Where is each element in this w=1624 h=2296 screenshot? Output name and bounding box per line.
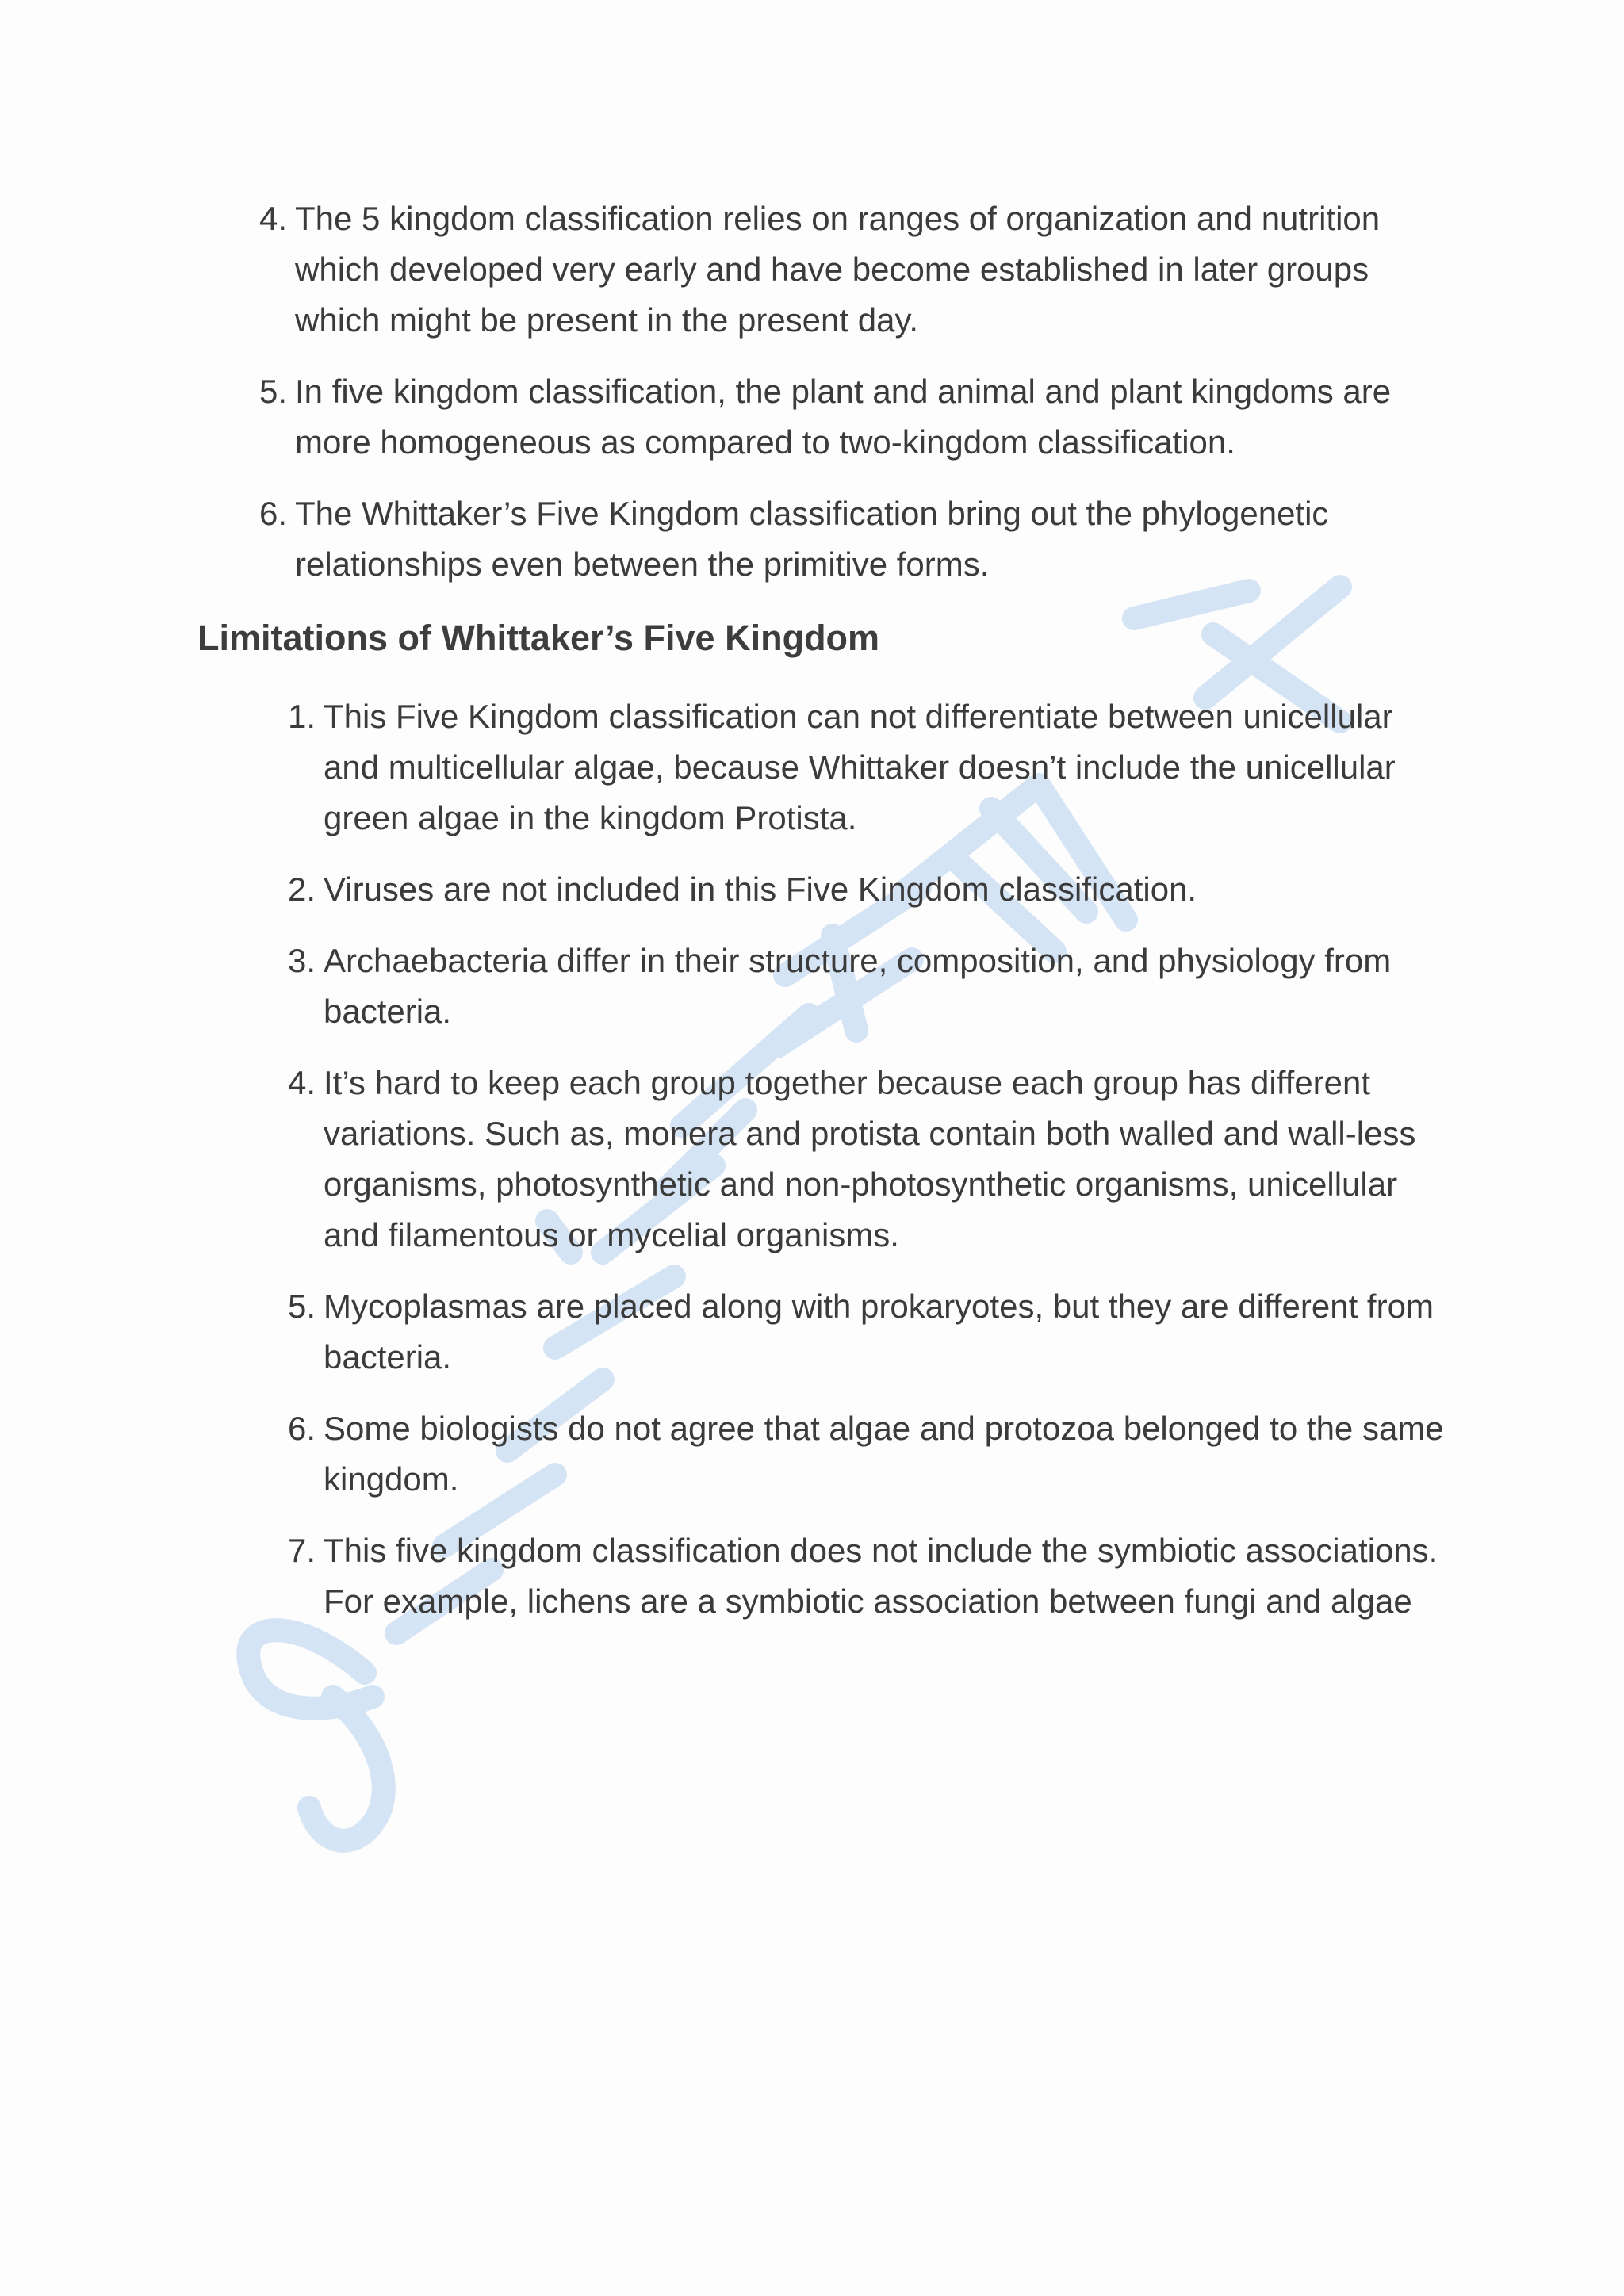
list-item-text: This Five Kingdom classification can not differentiate between unicellular and multicellular algae, because Whittaker doesn’t include the unicellular green algae in the kingdom Protista. — [324, 698, 1396, 836]
list-item-number: 6. — [259, 495, 287, 532]
list-item-text: It’s hard to keep each group together because each group has different variations. Such as, monera and protista contain both walled and wall-less organisms, photosynthetic and non-photosynthetic organisms, unicellular and filamentous or mycelial organisms. — [324, 1064, 1416, 1253]
list-item — [287, 936, 1450, 1037]
continued-numbered-list — [259, 193, 1429, 610]
limitations-heading: Limitations of Whittaker’s Five Kingdom — [197, 618, 880, 658]
list-item — [259, 366, 1429, 468]
list-item — [259, 488, 1429, 590]
list-item-text: Viruses are not included in this Five Kingdom classification. — [324, 871, 1197, 908]
list-item-text: Archaebacteria differ in their structure, composition, and physiology from bacteria. — [324, 942, 1392, 1030]
list-item-text: Mycoplasmas are placed along with prokaryotes, but they are different from bacteria. — [324, 1288, 1434, 1376]
list-item-number: 1. — [287, 698, 316, 735]
list-item — [287, 1525, 1450, 1627]
list-item-text: The Whittaker’s Five Kingdom classification bring out the phylogenetic relationships even between the primitive forms. — [295, 495, 1329, 583]
list-item — [287, 1403, 1450, 1505]
list-item — [259, 193, 1429, 346]
list-item-number: 4. — [287, 1064, 316, 1101]
list-item — [287, 864, 1450, 915]
list-item-number: 3. — [287, 942, 316, 979]
list-item-number: 7. — [287, 1532, 316, 1569]
list-item — [287, 1281, 1450, 1383]
list-item-number: 4. — [259, 200, 287, 237]
list-item-text: In five kingdom classification, the plant and animal and plant kingdoms are more homogeneous as compared to two-kingdom classification. — [295, 373, 1392, 461]
list-item-text: The 5 kingdom classification relies on ranges of organization and nutrition which developed very early and have become established in later groups which might be present in the present day. — [295, 200, 1381, 339]
limitations-numbered-list — [287, 691, 1450, 1647]
list-item-text: This five kingdom classification does not include the symbiotic associations. For example, lichens are a symbiotic association between fungi and algae — [324, 1532, 1438, 1620]
list-item-number: 5. — [259, 373, 287, 410]
list-item-number: 6. — [287, 1410, 316, 1447]
list-item-number: 2. — [287, 871, 316, 908]
list-item-number: 5. — [287, 1288, 316, 1325]
list-item — [287, 691, 1450, 844]
list-item — [287, 1058, 1450, 1261]
list-item-text: Some biologists do not agree that algae and protozoa belonged to the same kingdom. — [324, 1410, 1444, 1498]
